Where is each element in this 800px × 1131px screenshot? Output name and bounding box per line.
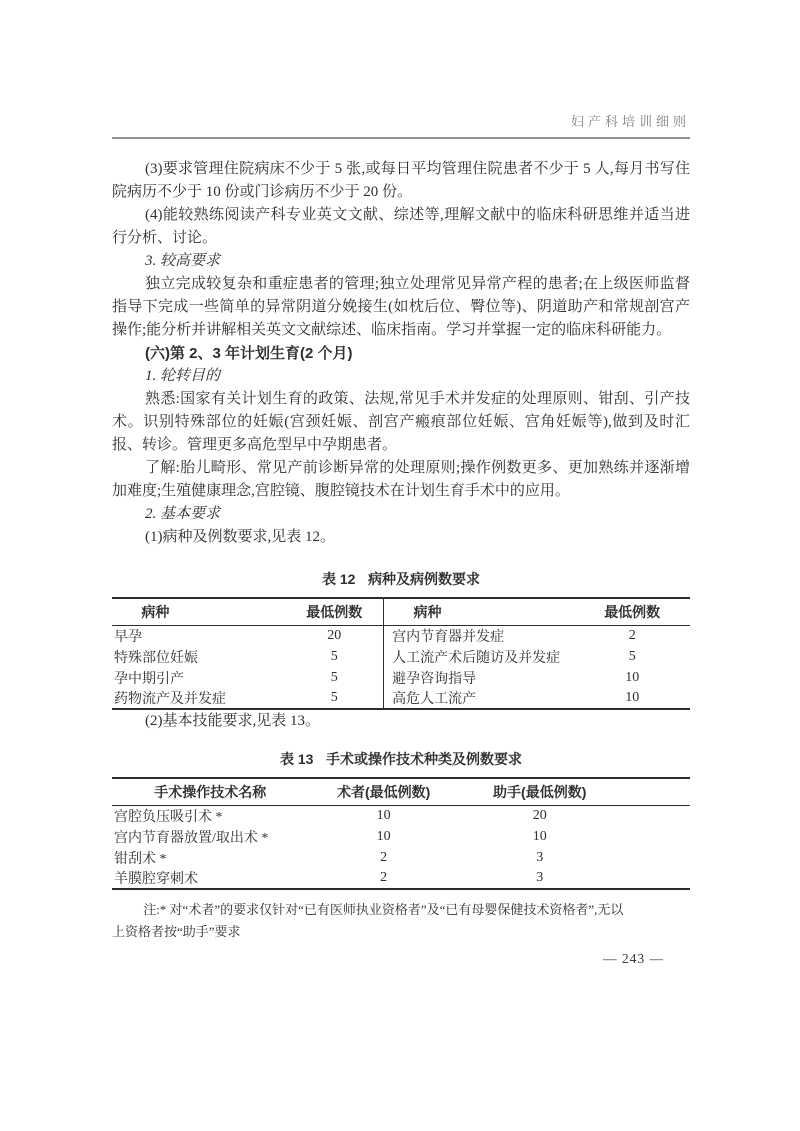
- paragraph-understand: 了解:胎儿畸形、常见产前诊断异常的处理原则;操作例数更多、更加熟练并逐渐增加难度;生殖健康理念,宫腔镜、腹腔镜技术在计划生育手术中的应用。: [112, 460, 690, 499]
- table-cell: 5: [330, 669, 338, 685]
- column-header-min-cases-right: 最低例数: [604, 603, 661, 620]
- table-cell: 10: [625, 690, 640, 705]
- table-cell: 2: [380, 849, 388, 865]
- table13-caption: [112, 749, 690, 769]
- table13-caption-title: 手术或操作技术种类及例数要求: [326, 751, 523, 767]
- page-number: — 243 —: [603, 951, 664, 966]
- table-cell: 宫腔负压吸引术 *: [114, 809, 223, 825]
- heading-rotation-purpose: 1. 轮转目的: [145, 368, 221, 384]
- column-header-operator-min: 术者(最低例数): [336, 783, 431, 800]
- table12-row: [112, 625, 690, 646]
- table-cell: 10: [625, 669, 640, 685]
- table-cell: 药物流产及并发症: [114, 692, 226, 707]
- spacer-cell: [621, 847, 690, 868]
- paragraph-advanced-requirements: 独立完成较复杂和重症患者的管理;独立处理常见异常产程的患者;在上级医师监督指导下完成一些简单的异常阴道分娩接生(如枕后位、臀位等)、阴道助产和常规剖宫产操作;能分析并讲解相关英文文献综述、临床指南。学习并掌握一定的临床科研能力。: [112, 276, 690, 338]
- table13-footnote: [112, 899, 690, 943]
- table12-row: [112, 646, 690, 667]
- table13-row: [112, 868, 690, 889]
- column-header-min-cases-left: 最低例数: [306, 603, 363, 620]
- table-cell: 人工流产术后随访及并发症: [384, 646, 575, 667]
- table12-caption-title: 病种及病例数要求: [368, 571, 481, 587]
- table-cell: 10: [376, 828, 391, 844]
- column-header-disease-left: 病种: [141, 603, 170, 620]
- document-page: [112, 112, 690, 967]
- column-header-assistant-min: 助手(最低例数): [493, 783, 587, 800]
- table-note-line2: 上资格者按“助手”要求: [112, 924, 241, 939]
- table-13-operation-requirements: [112, 777, 690, 890]
- table-cell: 高危人工流产: [384, 688, 575, 709]
- paragraph-table12-intro: (1)病种及例数要求,见表 12。: [145, 529, 335, 545]
- table-cell: 早孕: [114, 629, 142, 645]
- table-cell: 钳刮术 *: [114, 851, 167, 867]
- table13-row: [112, 805, 690, 826]
- spacer-cell: [621, 826, 690, 847]
- table12-row: [112, 667, 690, 688]
- column-header-disease-right: 病种: [384, 598, 575, 625]
- table-cell: 5: [628, 648, 636, 664]
- table-cell: 2: [380, 870, 388, 885]
- table-cell: 10: [376, 807, 391, 823]
- table12-caption-label: 表 12: [321, 571, 356, 587]
- paragraph-familiar: 熟悉:国家有关计划生育的政策、法规,常见手术并发症的处理原则、钳刮、引产技术。识别特殊部位的妊娠(宫颈妊娠、剖宫产瘢痕部位妊娠、宫角妊娠等),做到及时汇报、转诊。管理更多高危型早中孕期患者。: [112, 391, 690, 453]
- table-cell: 3: [536, 870, 544, 885]
- running-header-title: 妇产科培训细则: [570, 114, 690, 129]
- table-note-line1: 注:* 对“术者”的要求仅针对“已有医师执业资格者”及“已有母婴保健技术资格者”,无以: [143, 902, 624, 917]
- table-cell: 特殊部位妊娠: [114, 650, 198, 666]
- table-cell: 5: [330, 648, 338, 664]
- spacer-cell: [621, 778, 690, 805]
- body-text-block: [112, 158, 690, 549]
- paragraph-table13-intro: (2)基本技能要求,见表 13。: [145, 713, 320, 729]
- heading-basic-requirements: 2. 基本要求: [145, 506, 221, 522]
- table-cell: 避孕咨询指导: [384, 667, 575, 688]
- table-cell: 20: [327, 627, 342, 643]
- spacer-cell: [621, 805, 690, 826]
- table13-caption-label: 表 13: [279, 751, 314, 767]
- table-cell: 20: [532, 807, 547, 823]
- table-cell: 宫内节育器并发症: [384, 625, 575, 646]
- table-cell: 3: [536, 849, 544, 865]
- heading-advanced-requirements: 3. 较高要求: [145, 253, 221, 269]
- table13-header-row: [112, 778, 690, 805]
- table-cell: 宫内节育器放置/取出术 *: [114, 830, 269, 846]
- table-cell: 2: [628, 627, 636, 643]
- table-cell: 10: [532, 828, 547, 844]
- table13-row: [112, 826, 690, 847]
- table12-row: [112, 688, 690, 709]
- table12-caption: [112, 569, 690, 589]
- table-cell: 孕中期引产: [114, 671, 184, 687]
- paragraph-item-3: (3)要求管理住院病床不少于 5 张,或每日平均管理住院患者不少于 5 人,每月书写住院病历不少于 10 份或门诊病历不少于 20 份。: [112, 161, 690, 200]
- heading-section-six: (六)第 2、3 年计划生育(2 个月): [145, 345, 353, 362]
- column-header-operation-name: 手术操作技术名称: [154, 783, 267, 800]
- paragraph-item-4: (4)能较熟练阅读产科专业英文文献、综述等,理解文献中的临床科研思维并适当进行分析、讨论。: [112, 207, 690, 246]
- table-cell: 羊膜腔穿刺术: [114, 872, 198, 887]
- table-12-disease-case-requirements: [112, 597, 690, 710]
- body-text-block: [112, 710, 690, 733]
- table13-row: [112, 847, 690, 868]
- table12-header-row: [112, 598, 690, 625]
- spacer-cell: [621, 868, 690, 889]
- header-rule: [112, 137, 690, 139]
- table-cell: 5: [330, 690, 338, 705]
